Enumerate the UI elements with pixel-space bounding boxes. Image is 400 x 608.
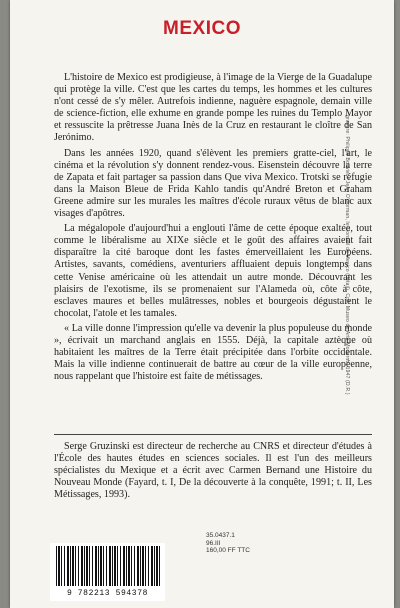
isbn-number: 9 782213 594378 [66,589,148,598]
divider [54,434,372,435]
blurb-paragraph: « La ville donne l'impression qu'elle va devenir la plus populeuse du monde », écrivait un marchand anglais en 1555. Déjà, la capitale aztèque où habitaient les maîtres de la Terre était précipitée dans l'orbite occidentale. Mais la ville indienne continuerait de battre au cœur de la ville européenne, nous rappelant que l'histoire est faite de métissages. [54,322,372,383]
book-title: MEXICO [163,18,241,39]
author-bio: Serge Gruzinski est directeur de recherche au CNRS et directeur d'études à l'École des hautes études en sciences sociales. Il est l'un des meilleurs spécialistes du Mexique et a écrit avec Carmen Bernand une Histoire du Nouveau Monde (Fayard, t. I, De la découverte à la conquête, 1991; t. II, Les Métissages, 1993). [54,441,372,501]
blurb-paragraph: L'histoire de Mexico est prodigieuse, à l'image de la Vierge de la Guadalupe qui protège la ville. C'est que les cartes du temps, les hommes et les cultures n'ont cessé de s'y mêler. Autrefois indienne, naguère espagnole, demain ville de science-fiction, elle exhume en grande pompe les ruines du Templo Mayor et ressuscite la prêtresse Juana Inès de la Cruz en restaurant le cloître de San Jerónimo. [54,72,372,144]
blurb-paragraph: Dans les années 1920, quand s'élèvent les premiers gratte-ciel, l'art, le cinéma et la révolution s'y donnent rendez-vous. Eisenstein découvre la terre de Zapata et fait partager sa passion dans Que viva Mexico. Trotski se réfugie dans la Maison Bleue de Frida Kahlo tandis qu'André Breton et Graham Greene admire sur les murales les maîtres d'école ruraux vêtus de blanc aux visages d'apôtres. [54,147,372,220]
code-line: 96.III [206,539,221,547]
price-codes [206,532,250,555]
book-back-cover [10,0,394,608]
barcode-bars [56,546,160,586]
barcode [50,543,165,601]
image-credit: gravure: Philippe Bouvier / Jean O'Gorman, le Conseil de Mexico (détail), Coll. Museo de Arte Moderno, 1947 (D.R.) [344,115,350,395]
code-line: 35.0437.1 [206,532,235,539]
price-line: 160,00 FF TTC [206,547,250,555]
blurb [54,72,372,386]
blurb-paragraph: La mégalopole d'aujourd'hui a englouti l'âme de cette époque exaltée, tout comme le libéralisme au XIXe siècle et le goût des affaires avaient fait disparaître la cité baroque dont les fastes émerveillaient les Européens. Artistes, savants, comédiens, aventuriers affluaient depuis longtemps dans cette Venise américaine où les attendait un autre monde. Découvrant les plaisirs de l'exotisme, ils se promenaient sur l'Alameda où, côte à côte, esclaves maures et belles mulâtresses, nobles et bourgeois dégustaient le chocolat, l'atole et les tamales. [54,223,372,319]
